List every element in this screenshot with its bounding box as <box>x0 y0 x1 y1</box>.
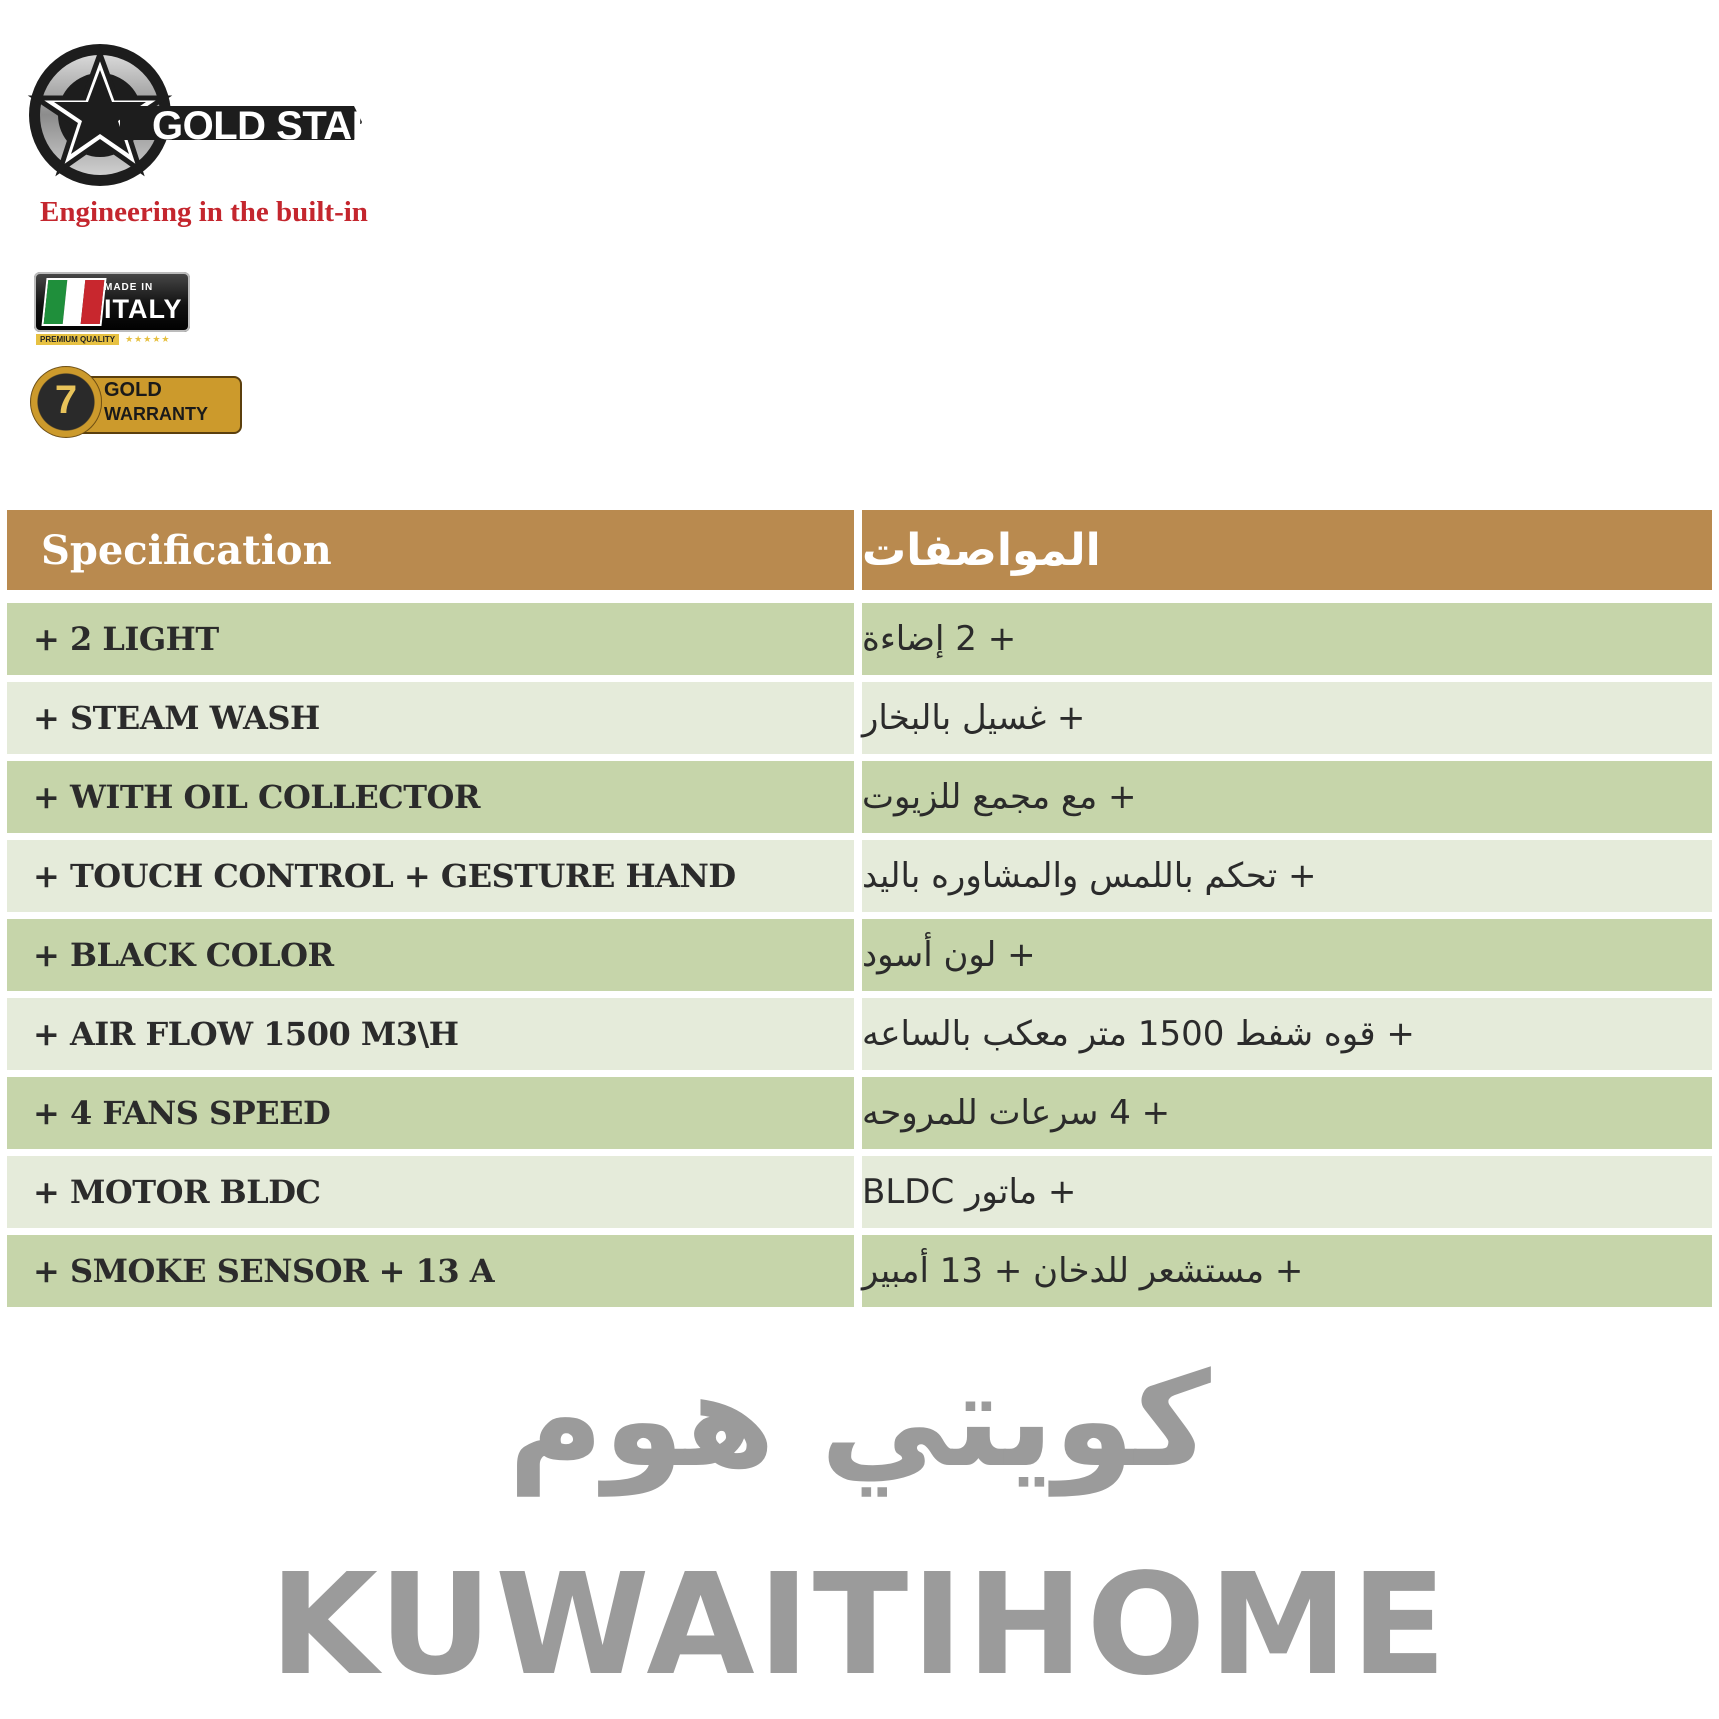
spec-arabic: + مستشعر للدخان + 13 أمبير <box>862 1235 1712 1307</box>
watermark-english: KUWAITIHOME <box>269 1544 1450 1707</box>
table-row <box>7 603 1712 675</box>
table-row <box>7 682 1712 754</box>
spec-english: + SMOKE SENSOR + 13 A <box>7 1235 854 1307</box>
brand-tagline: Engineering in the built-in <box>40 196 368 228</box>
table-row <box>7 840 1712 912</box>
spec-arabic: + غسيل بالبخار <box>862 682 1712 754</box>
spec-arabic: + 4 سرعات للمروحه <box>862 1077 1712 1149</box>
table-row <box>7 919 1712 991</box>
rating-stars-icon: ★★★★★ <box>125 333 171 344</box>
table-row <box>7 761 1712 833</box>
spec-english: + 2 LIGHT <box>7 603 854 675</box>
spec-arabic: + لون أسود <box>862 919 1712 991</box>
brand-name: GOLD STAR <box>152 104 381 148</box>
spec-english: + BLACK COLOR <box>7 919 854 991</box>
spec-arabic: + تحكم باللمس والمشاوره باليد <box>862 840 1712 912</box>
spec-english: + TOUCH CONTROL + GESTURE HAND <box>7 840 854 912</box>
spec-arabic: + مع مجمع للزيوت <box>862 761 1712 833</box>
spec-arabic: + قوه شفط 1500 متر معكب بالساعه <box>862 998 1712 1070</box>
gold-star-logo <box>24 40 381 190</box>
spec-english: + 4 FANS SPEED <box>7 1077 854 1149</box>
specification-table <box>7 510 1712 1314</box>
watermark-arabic: كويتي هوم <box>508 1344 1211 1496</box>
warranty-line-1: GOLD <box>104 379 162 401</box>
spec-arabic: + 2 إضاءة <box>862 603 1712 675</box>
premium-quality-strip <box>36 332 190 346</box>
table-row <box>7 1235 1712 1307</box>
table-row <box>7 1077 1712 1149</box>
spec-english: + AIR FLOW 1500 M3\H <box>7 998 854 1070</box>
premium-quality-label: PREMIUM QUALITY <box>36 334 119 345</box>
spec-english: + MOTOR BLDC <box>7 1156 854 1228</box>
country-label: ITALY <box>104 294 183 324</box>
spec-english: + WITH OIL COLLECTOR <box>7 761 854 833</box>
italy-flag-icon <box>41 278 106 326</box>
warranty-years: 7 <box>54 378 78 422</box>
table-row <box>7 998 1712 1070</box>
warranty-line-2: WARRANTY <box>104 404 208 424</box>
table-row <box>7 1156 1712 1228</box>
gold-warranty-badge <box>30 366 210 442</box>
made-in-label: MADE IN <box>104 282 154 293</box>
header-arabic: المواصفات <box>862 510 1712 590</box>
table-header-row <box>7 510 1712 590</box>
header-english: Specification <box>7 510 854 590</box>
flag-stripe-red <box>81 280 104 324</box>
spec-english: + STEAM WASH <box>7 682 854 754</box>
spec-arabic: + ماتور BLDC <box>862 1156 1712 1228</box>
made-in-italy-badge <box>34 272 194 348</box>
